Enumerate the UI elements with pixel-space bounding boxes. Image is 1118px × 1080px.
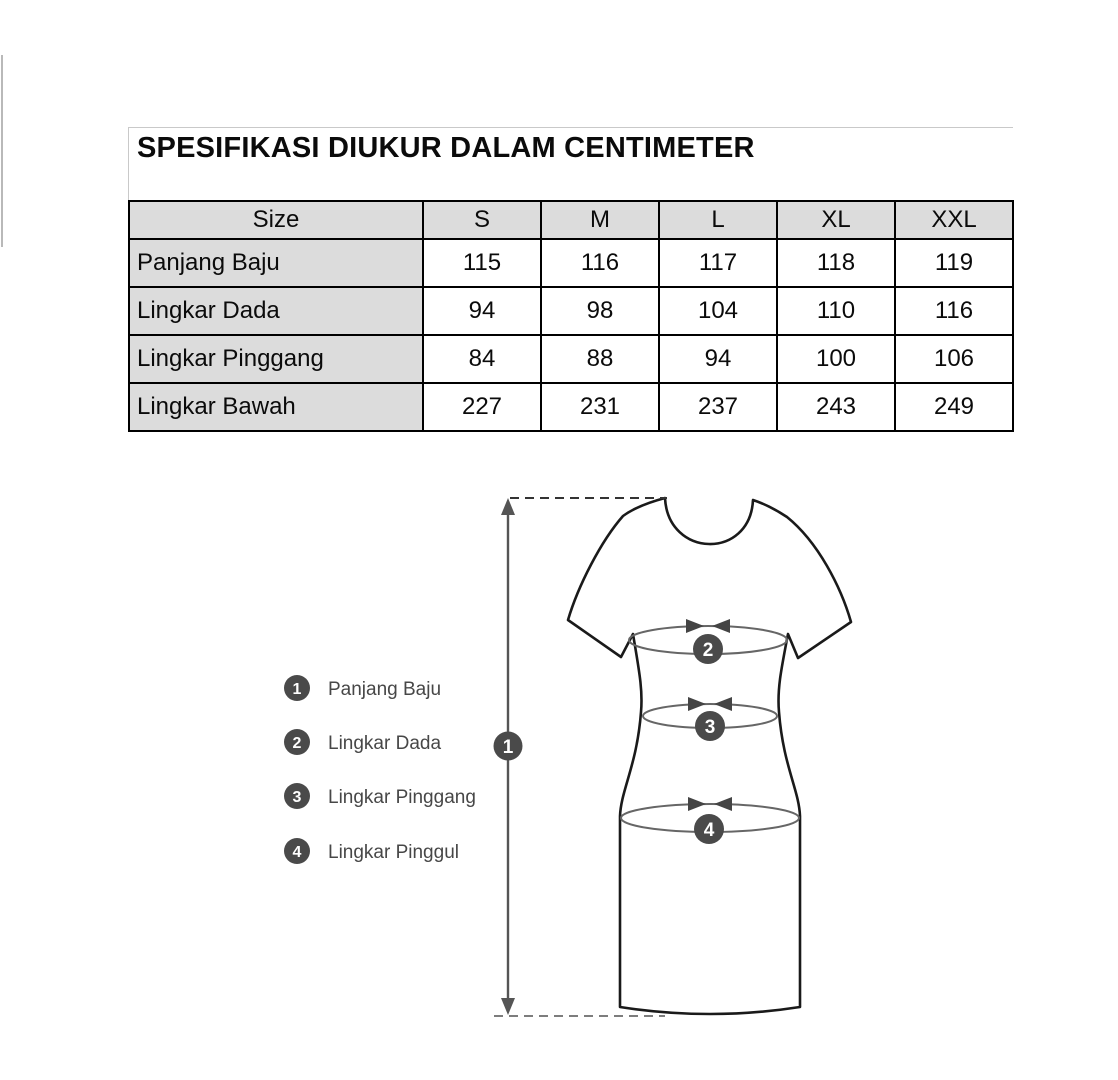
row-label: Lingkar Pinggang [129,335,423,383]
value-cell: 227 [423,383,541,431]
svg-text:2: 2 [292,735,302,752]
value-cell: 94 [659,335,777,383]
measurement-legend [284,675,476,864]
value-cell: 94 [423,287,541,335]
value-cell: 98 [541,287,659,335]
svg-text:3: 3 [704,717,716,738]
value-cell: 116 [541,239,659,287]
svg-text:Lingkar Dada: Lingkar Dada [328,733,442,754]
value-cell: 237 [659,383,777,431]
legend-item-panjang-baju [284,675,441,701]
value-cell: 118 [777,239,895,287]
value-cell: 115 [423,239,541,287]
dress-outline-drawing [568,498,851,1014]
value-cell: 249 [895,383,1013,431]
value-cell: 104 [659,287,777,335]
svg-text:4: 4 [292,844,302,861]
row-label: Lingkar Dada [129,287,423,335]
svg-text:4: 4 [703,820,715,841]
svg-text:Panjang Baju: Panjang Baju [328,679,442,700]
svg-text:Lingkar Pinggang: Lingkar Pinggang [328,787,476,808]
svg-text:Lingkar Pinggul: Lingkar Pinggul [328,842,459,863]
value-cell: 116 [895,287,1013,335]
arrow-up-icon [501,498,515,515]
value-cell: 100 [777,335,895,383]
page-title: SPESIFIKASI DIUKUR DALAM CENTIMETER [137,132,755,164]
value-cell: 88 [541,335,659,383]
header-cell-s: S [423,201,541,239]
value-cell: 243 [777,383,895,431]
value-cell: 106 [895,335,1013,383]
header-cell-m: M [541,201,659,239]
value-cell: 110 [777,287,895,335]
header-cell-l: L [659,201,777,239]
row-label: Lingkar Bawah [129,383,423,431]
svg-text:2: 2 [702,640,714,661]
value-cell: 84 [423,335,541,383]
header-cell-size: Size [129,201,423,239]
value-cell: 119 [895,239,1013,287]
legend-item-lingkar-dada [284,729,441,755]
value-cell: 117 [659,239,777,287]
legend-item-lingkar-pinggul [284,838,459,864]
header-cell-xl: XL [777,201,895,239]
row-label: Panjang Baju [129,239,423,287]
legend-item-lingkar-pinggang [284,783,476,809]
arrow-down-icon [501,998,515,1015]
value-cell: 231 [541,383,659,431]
svg-text:3: 3 [292,789,302,806]
header-cell-xxl: XXL [895,201,1013,239]
svg-text:1: 1 [502,737,514,758]
svg-text:1: 1 [292,681,302,698]
